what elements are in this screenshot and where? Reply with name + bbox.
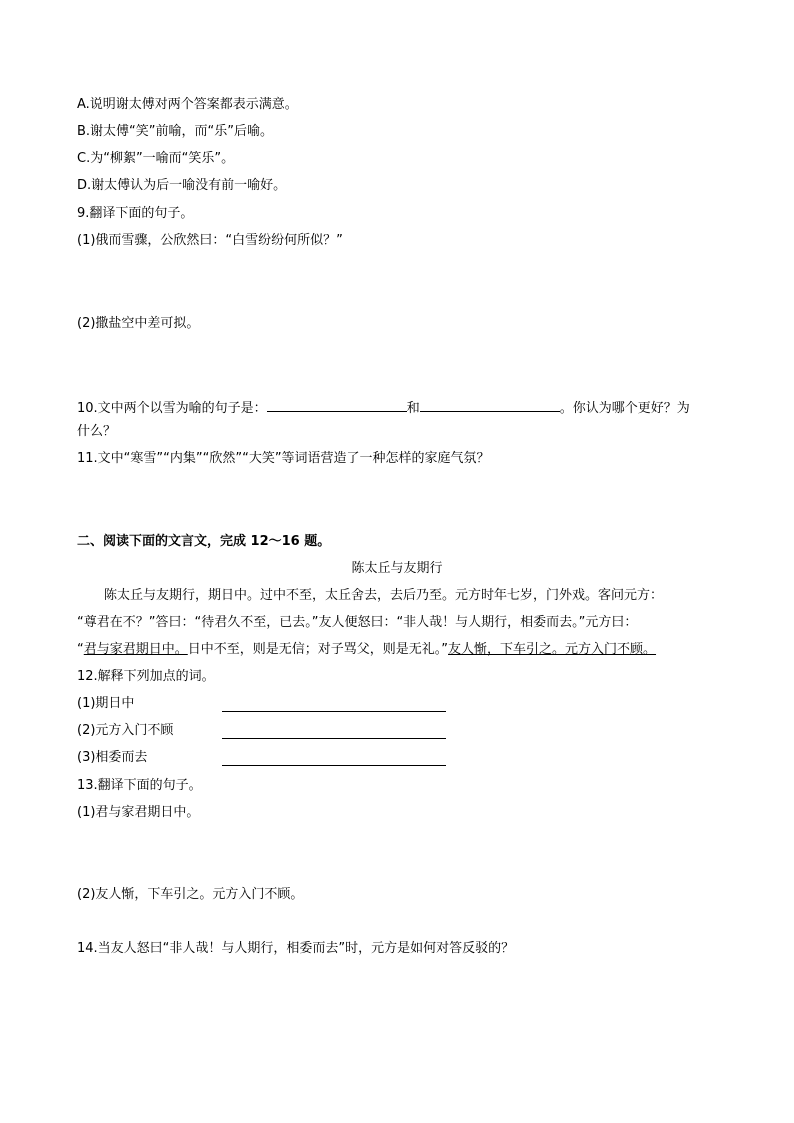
q10-line-1	[77, 397, 690, 418]
q9-sentence-1: (1)俄而雪骤，公欣然曰：“白雪纷纷何所似？”	[77, 233, 343, 248]
q10-and: 和	[406, 401, 420, 416]
q8-option-c: C.为“柳絮”一喻而“笑乐”。	[77, 151, 235, 166]
q10-part2: 。你认为哪个更好？为	[559, 401, 690, 416]
section2-heading: 二、阅读下面的文言文，完成 12～16 题。	[77, 534, 331, 549]
q13-stem: 13.翻译下面的句子。	[77, 778, 202, 793]
q10-answer-blank-2[interactable]	[420, 397, 560, 412]
q12-stem: 12.解释下列加点的词。	[77, 669, 215, 684]
q10-answer-blank-1[interactable]	[267, 397, 407, 412]
q12-answer-line-3[interactable]	[222, 765, 446, 766]
passage-mid: 日中不至，则是无信；对子骂父，则是无礼。”	[187, 642, 449, 657]
q12-item-1: (1)期日中	[77, 696, 135, 711]
q9-stem: 9.翻译下面的句子。	[77, 206, 194, 221]
q14-question: 14.当友人怒曰“非人哉！与人期行，相委而去”时，元方是如何对答反驳的？	[77, 941, 515, 956]
passage-underlined-1: 君与家君期日中。	[83, 642, 188, 657]
q8-option-d: D.谢太傅认为后一喻没有前一喻好。	[77, 178, 287, 193]
passage-line-3	[77, 641, 656, 659]
passage-underlined-2: 友人惭，下车引之。元方入门不顾。	[448, 642, 657, 657]
q12-item-2: (2)元方入门不顾	[77, 723, 174, 738]
q10-line-2: 什么？	[77, 424, 117, 439]
q12-answer-line-2[interactable]	[222, 738, 446, 739]
passage-line-1: 陈太丘与友期行，期日中。过中不至，太丘舍去，去后乃至。元方时年七岁，门外戏。客问元方：	[104, 588, 664, 603]
q13-sentence-2: (2)友人惭，下车引之。元方入门不顾。	[77, 887, 304, 902]
q12-item-3: (3)相委而去	[77, 750, 148, 765]
q10-part1: 10.文中两个以雪为喻的句子是：	[77, 401, 267, 416]
passage-title: 陈太丘与友期行	[351, 561, 443, 576]
q12-answer-line-1[interactable]	[222, 711, 446, 712]
passage-line-2: “尊君在不？”答曰：“待君久不至，已去。”友人便怒曰：“非人哉！与人期行，相委而去。”元方曰：	[77, 615, 638, 630]
q8-option-a: A.说明谢太傅对两个答案都表示满意。	[77, 97, 298, 112]
passage-quote-open: “	[77, 642, 84, 657]
q11-question: 11.文中“寒雪”“内集”“欣然”“大笑”等词语营造了一种怎样的家庭气氛？	[77, 451, 490, 466]
q9-sentence-2: (2)撒盐空中差可拟。	[77, 316, 200, 331]
q8-option-b: B.谢太傅“笑”前喻，而“乐”后喻。	[77, 124, 273, 139]
q13-sentence-1: (1)君与家君期日中。	[77, 805, 200, 820]
